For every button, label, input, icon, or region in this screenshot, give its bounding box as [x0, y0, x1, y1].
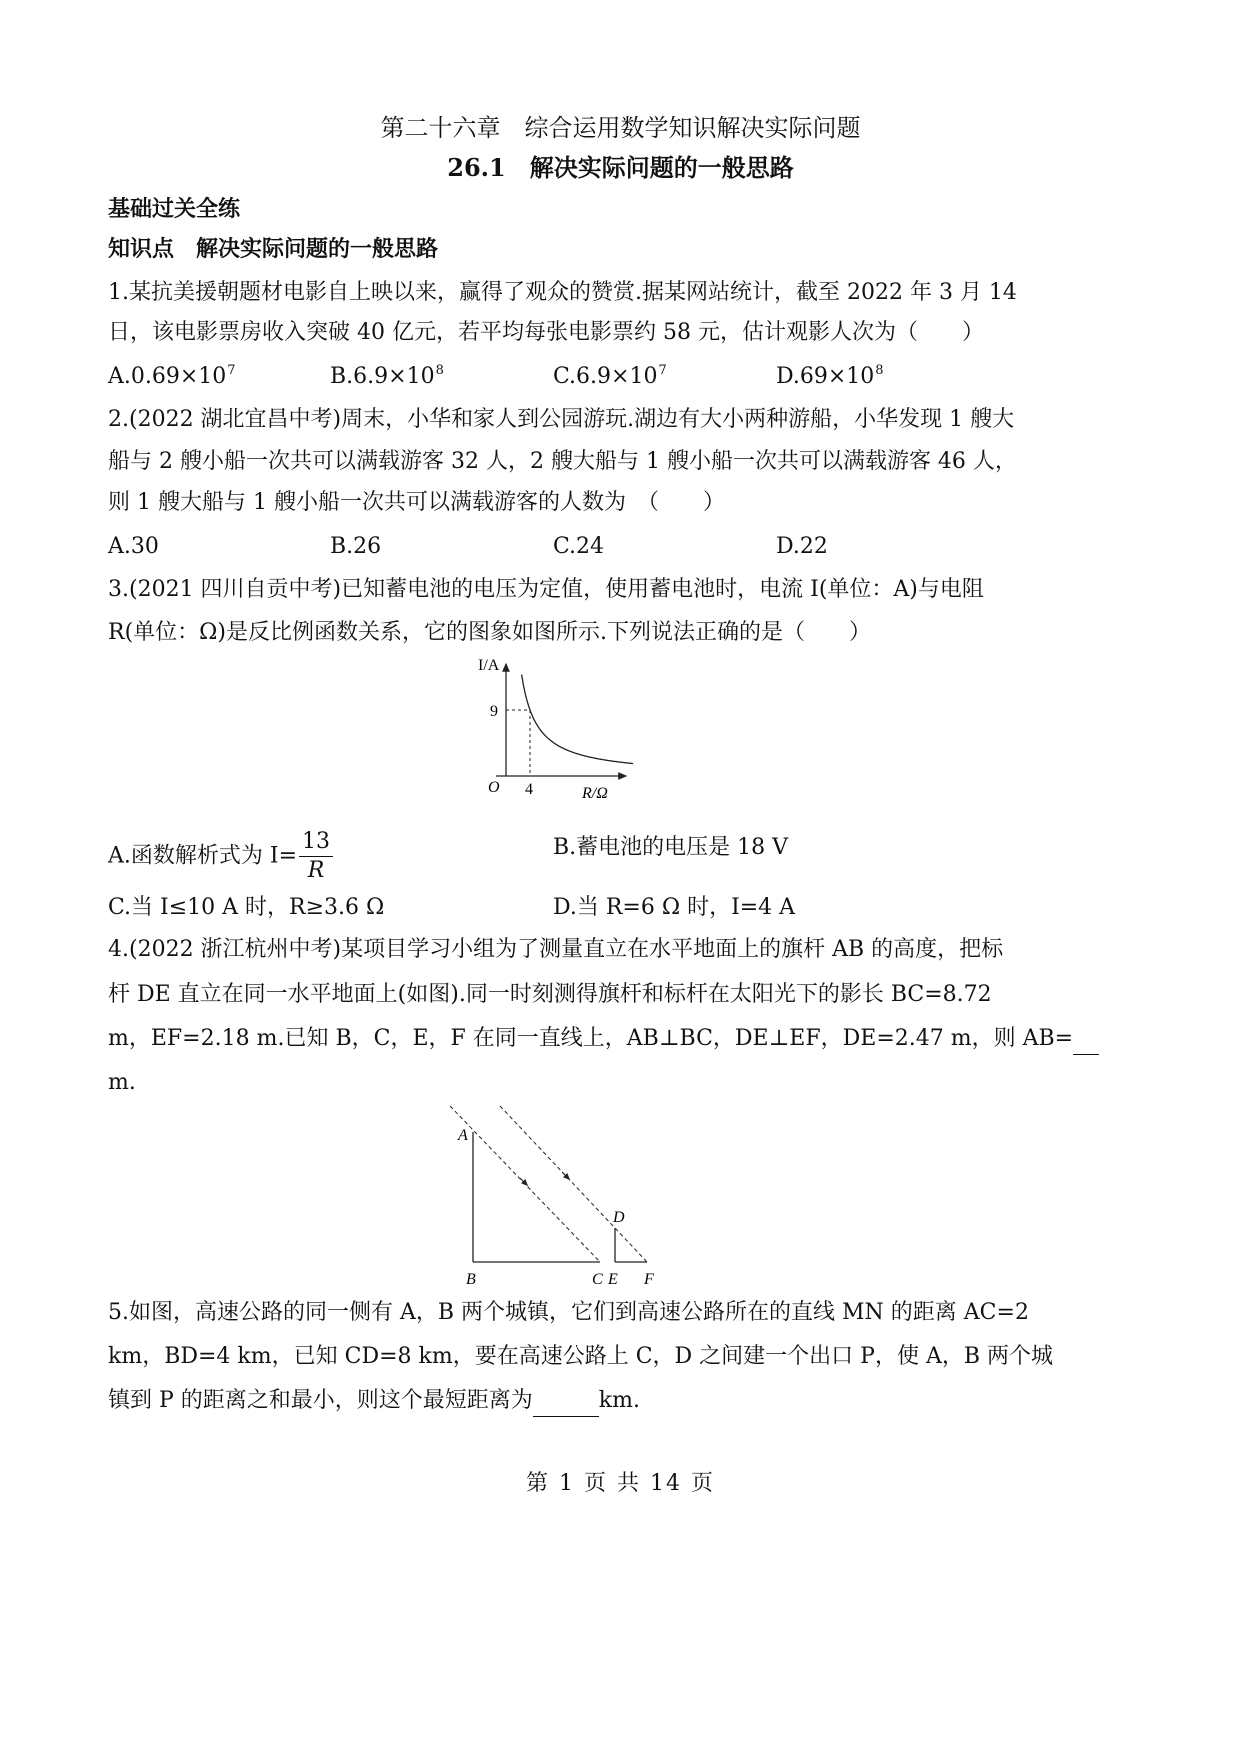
q3-option-d: D.当 R=6 Ω 时，I=4 A: [553, 895, 796, 920]
q2-option-d: D.22: [776, 534, 828, 559]
q3-line1: 3.(2021 四川自贡中考)已知蓄电池的电压为定值，使用蓄电池时，电流 I(单位：A)与电阻: [108, 577, 984, 602]
q4-line2: 杆 DE 直立在同一水平地面上(如图).同一时刻测得旗杆和标杆在太阳光下的影长 BC=8.72: [108, 982, 992, 1007]
practice-heading: 基础过关全练: [108, 196, 241, 222]
answer-blank[interactable]: [1073, 1024, 1099, 1055]
q2-option-a: A.30: [108, 534, 159, 559]
page-footer: 第 1 页 共 14 页: [526, 1471, 715, 1496]
q5-line1: 5.如图，高速公路的同一侧有 A，B 两个城镇，它们到高速公路所在的直线 MN 的距离 AC=2: [108, 1300, 1029, 1325]
q1-option-a: $A.0.69\times 10^7$: [108, 363, 236, 389]
q1-option-d: $D.69\times 10^8$: [776, 363, 884, 389]
q1-option-c: $C.6.9\times 10^7$: [553, 363, 667, 389]
topic-heading: 知识点 解决实际问题的一般思路: [108, 236, 439, 262]
y-axis-label: I/A: [478, 657, 500, 674]
chapter-title: 第二十六章 综合运用数学知识解决实际问题: [380, 114, 861, 142]
q2-option-c: C.24: [553, 534, 605, 559]
q3-inverse-graph: [470, 650, 650, 810]
y-tick-label: 9: [490, 703, 498, 720]
q2-line2: 船与 2 艘小船一次共可以满载游客 32 人，2 艘大船与 1 艘小船一次共可以满载游客 46 人，: [108, 449, 1017, 474]
q5-line3: 镇到 P 的距离之和最小，则这个最短距离为 km.: [108, 1386, 640, 1417]
q3-option-a: [108, 828, 333, 885]
label-a: A: [458, 1127, 468, 1144]
x-axis-label: R/Ω: [582, 785, 608, 802]
inverse-curve: [522, 675, 634, 764]
sunray-2: [500, 1106, 647, 1262]
q5-line2: km，BD=4 km，已知 CD=8 km，要在高速公路上 C，D 之间建一个出口 P，使 A，B 两个城: [108, 1344, 1053, 1369]
q4-flagpole-figure: [440, 1100, 680, 1290]
fraction-numerator: 13: [299, 828, 333, 857]
q3-option-a-text: A.函数解析式为 I=: [108, 843, 297, 869]
label-e: E: [608, 1271, 618, 1288]
q2-line1: 2.(2022 湖北宜昌中考)周末，小华和家人到公园游玩.湖边有大小两种游船，小华发现 1 艘大: [108, 407, 1015, 432]
q4-line4: m.: [108, 1070, 136, 1095]
label-d: D: [613, 1209, 625, 1226]
label-f: F: [644, 1271, 654, 1288]
origin-label: O: [488, 779, 500, 796]
q4-line1: 4.(2022 浙江杭州中考)某项目学习小组为了测量直立在水平地面上的旗杆 AB 的高度，把标: [108, 937, 1004, 962]
q4-line3: m，EF=2.18 m.已知 B，C，E，F 在同一直线上，AB⊥BC，DE⊥EF，DE=2.47 m，则 AB=: [108, 1024, 1099, 1055]
label-c: C: [592, 1271, 603, 1288]
x-tick-label: 4: [525, 781, 533, 798]
section-title: 26.1 解决实际问题的一般思路: [447, 153, 794, 182]
ray-arrow-1: [520, 1178, 526, 1184]
fraction: [299, 828, 333, 885]
ray-arrow-2: [562, 1172, 568, 1178]
q1-line2: 日，该电影票房收入突破 40 亿元，若平均每张电影票约 58 元，估计观影人次为（ ）: [108, 320, 984, 345]
label-b: B: [466, 1271, 476, 1288]
q1-line1: 1.某抗美援朝题材电影自上映以来，赢得了观众的赞赏.据某网站统计，截至 2022 年 3 月 14: [108, 280, 1017, 305]
q3-option-b: B.蓄电池的电压是 18 V: [553, 835, 789, 860]
answer-blank[interactable]: [533, 1386, 599, 1417]
q1-option-b: $B.6.9\times 10^8$: [330, 363, 444, 389]
fraction-denominator: R: [307, 858, 325, 883]
q2-line3: 则 1 艘大船与 1 艘小船一次共可以满载游客的人数为 （ ）: [108, 490, 725, 515]
q2-option-b: B.26: [330, 534, 382, 559]
q3-line2: R(单位：Ω)是反比例函数关系，它的图象如图所示.下列说法正确的是（ ）: [108, 620, 871, 645]
q3-option-c: C.当 I≤10 A 时，R≥3.6 Ω: [108, 895, 385, 920]
